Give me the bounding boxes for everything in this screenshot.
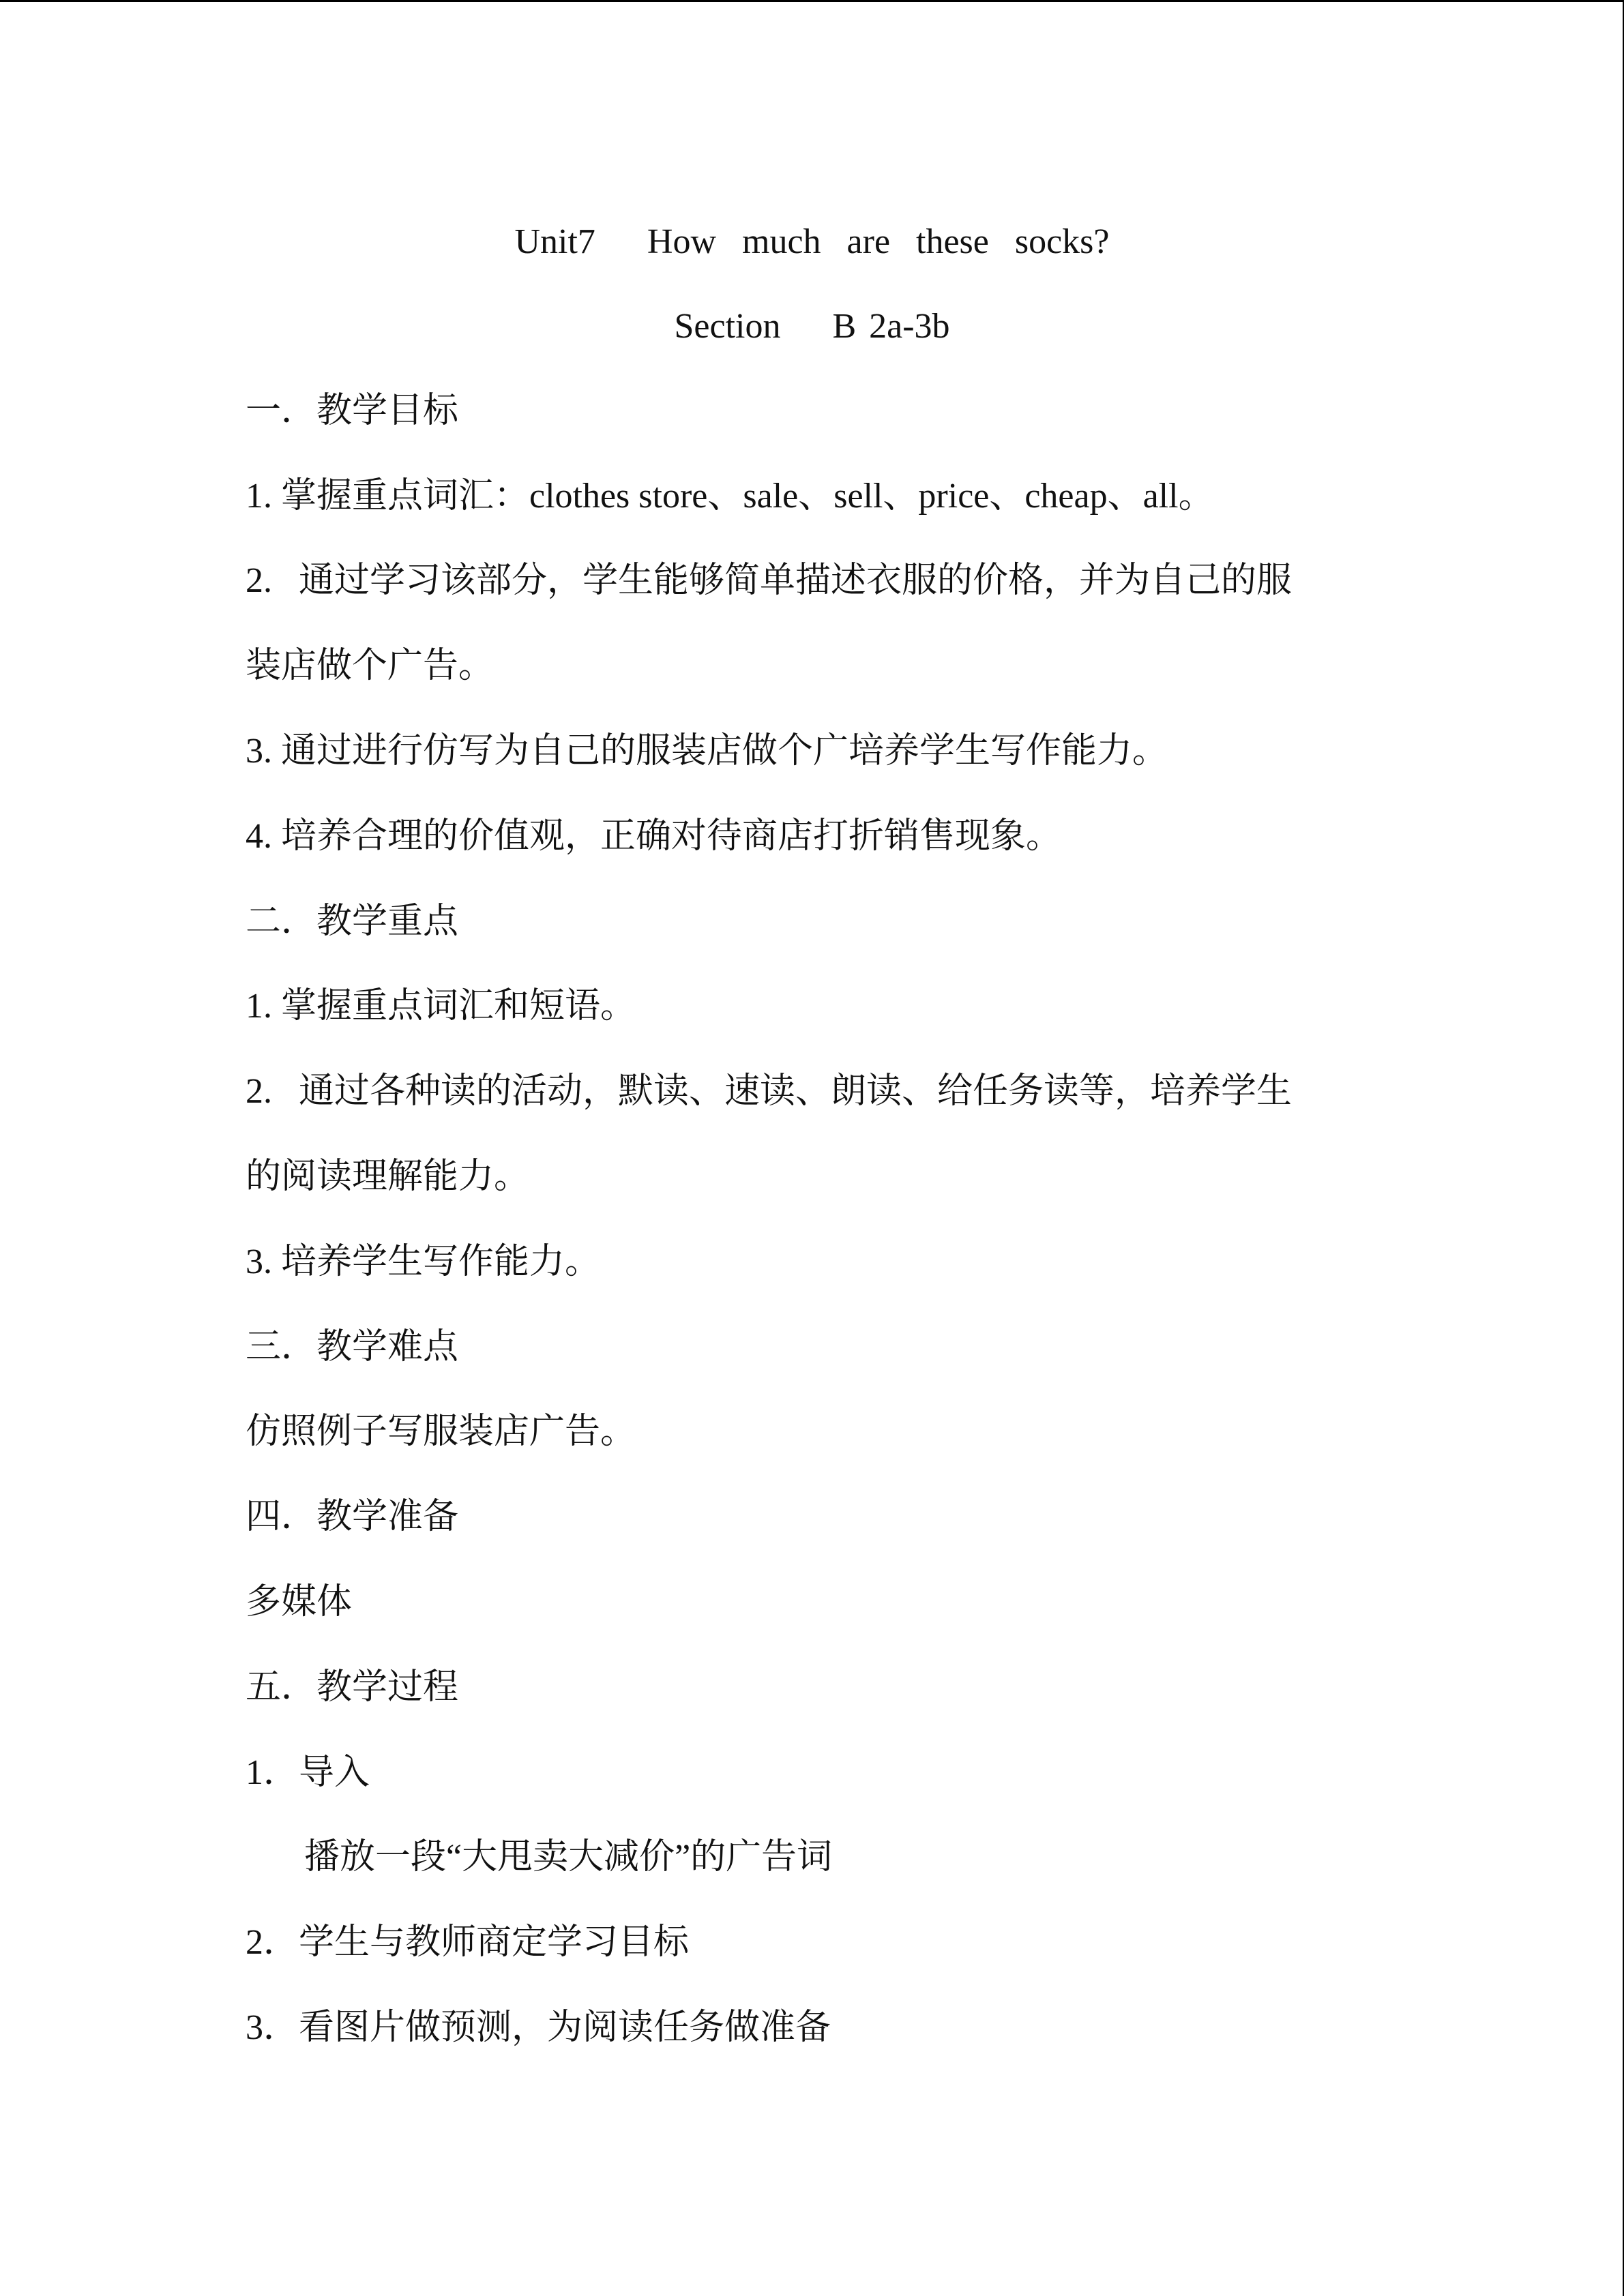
process-item-2: 2．学生与教师商定学习目标 [246, 1923, 690, 1962]
key-point-item-3: 3. 培养学生写作能力。 [246, 1242, 601, 1281]
process-item-3: 3．看图片做预测，为阅读任务做准备 [246, 2008, 831, 2047]
goal-item-4: 4. 培养合理的价值观，正确对待商店打折销售现象。 [246, 817, 1062, 856]
difficulty-item: 仿照例子写服装店广告。 [246, 1412, 636, 1451]
goal-item-2-continued: 装店做个广告。 [246, 646, 494, 685]
goal-item-2: 2. 通过学习该部分，学生能够简单描述衣服的价格，并为自己的服 [246, 561, 1293, 600]
goal-item-3: 3. 通过进行仿写为自己的服装店做个广培养学生写作能力。 [246, 732, 1168, 771]
key-point-item-1: 1. 掌握重点词汇和短语。 [246, 987, 636, 1026]
process-item-1: 1．导入 [246, 1753, 370, 1792]
section-heading-key-points: 二．教学重点 [246, 902, 459, 941]
document-subtitle: Section B 2a-3b [674, 307, 950, 346]
section-heading-process: 五．教学过程 [246, 1668, 459, 1707]
preparation-item: 多媒体 [246, 1583, 353, 1622]
document-title: Unit7 How much are these socks? [514, 222, 1110, 261]
goal-item-1: 1. 掌握重点词汇：clothes store、sale、sell、price、cheap、all。 [246, 477, 1214, 516]
process-item-1-detail: 播放一段“大甩卖大减价”的广告词 [304, 1838, 833, 1877]
section-heading-difficulties: 三．教学难点 [246, 1328, 459, 1367]
key-point-item-2-continued: 的阅读理解能力。 [246, 1157, 530, 1196]
key-point-item-2: 2. 通过各种读的活动，默读、速读、朗读、给任务读等，培养学生 [246, 1072, 1293, 1111]
section-heading-goals: 一．教学目标 [246, 391, 459, 430]
section-heading-preparation: 四．教学准备 [246, 1497, 459, 1536]
